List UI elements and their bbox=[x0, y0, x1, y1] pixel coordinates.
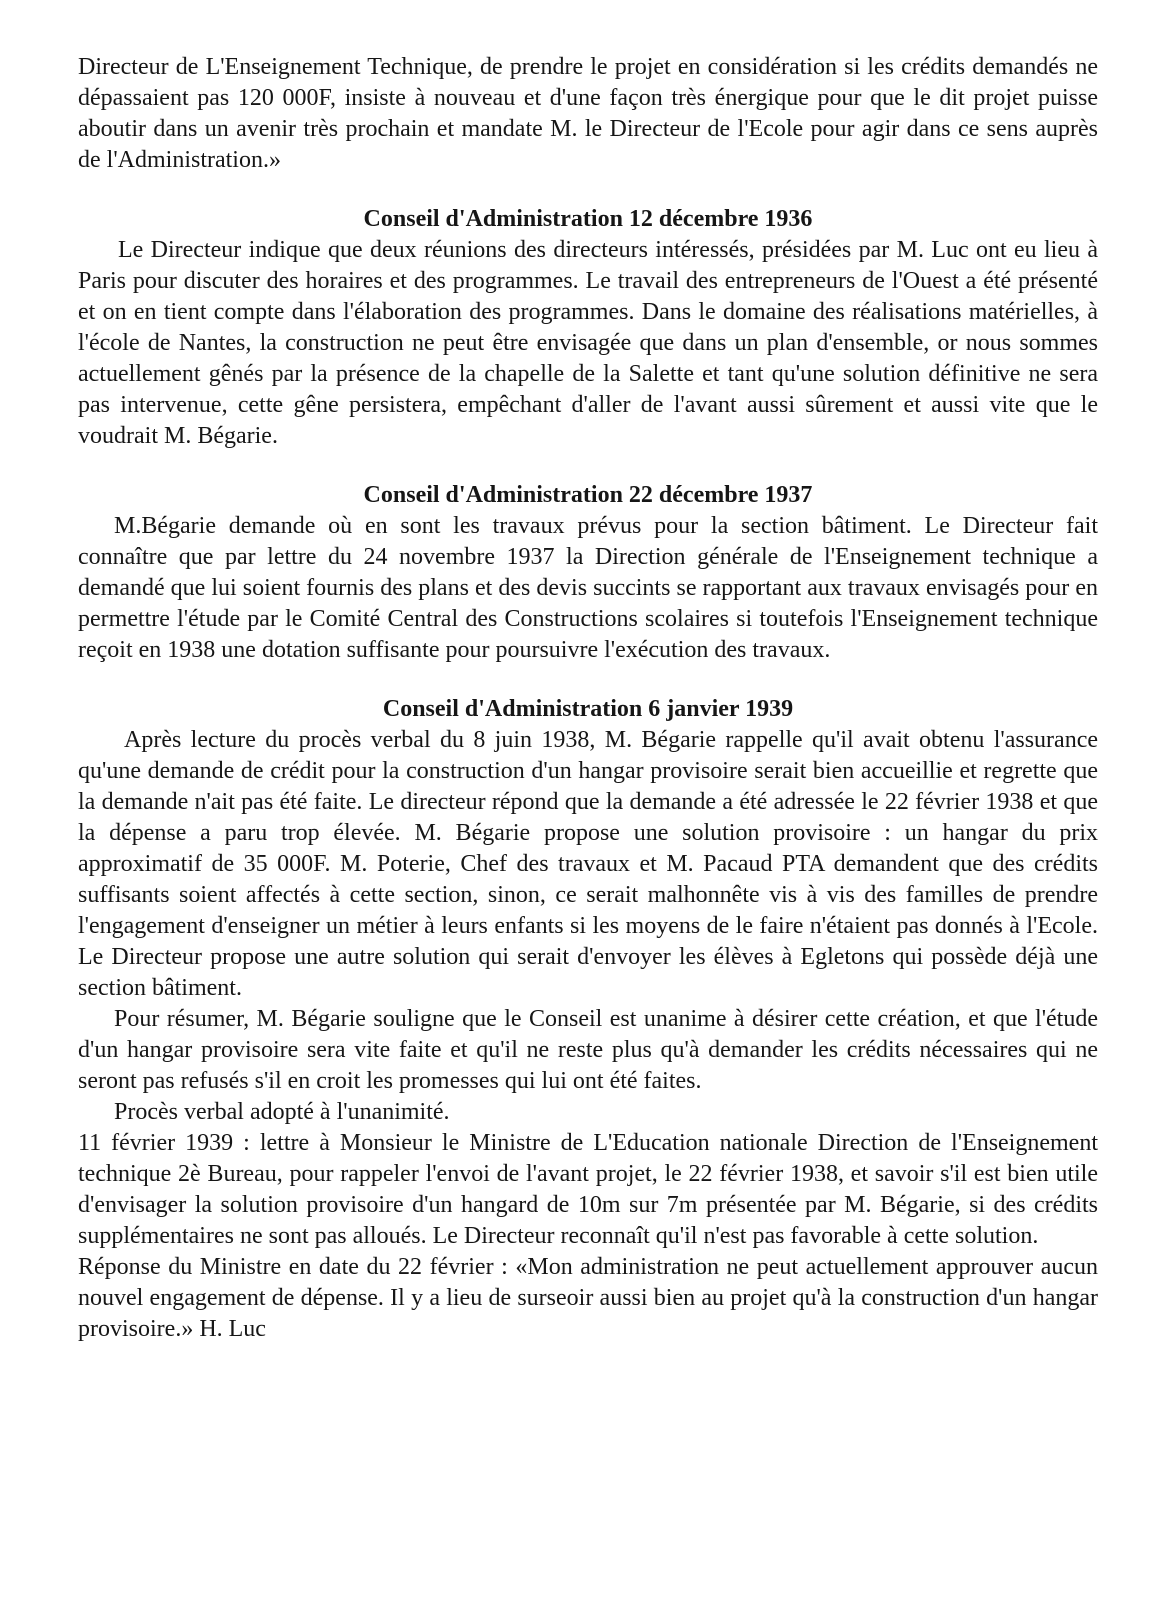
paragraph: M.Bégarie demande où en sont les travaux prévus pour la section bâtiment. Le Directeur fait connaître que par lettre du 24 novembre 1937 la Direction générale de l'Enseignement technique a demandé que lui soient fournis des plans et des devis succints se rapportant aux travaux envisagés pour en permettre l'étude par le Comité Central des Constructions scolaires si toutefois l'Enseignement technique reçoit en 1938 une dotation suffisante pour poursuivre l'exécution des travaux. bbox=[78, 513, 1098, 663]
paragraph: Réponse du Ministre en date du 22 février : «Mon administration ne peut actuellement approuver aucun nouvel engagement de dépense. Il y a lieu de surseoir aussi bien au projet qu'à la construction d'un hangar provisoire.» H. Luc bbox=[78, 1254, 1098, 1342]
section-heading: Conseil d'Administration 22 décembre 1937 bbox=[363, 482, 813, 508]
paragraph: Après lecture du procès verbal du 8 juin 1938, M. Bégarie rappelle qu'il avait obtenu l'assurance qu'une demande de crédit pour la construction d'un hangar provisoire serait bien accueillie et regrette que la demande n'ait pas été faite. Le directeur répond que la demande a été adressée le 22 février 1938 et que la dépense a paru trop élevée. M. Bégarie propose une solution provisoire : un hangar du prix approximatif de 35 000F. M. Poterie, Chef des travaux et M. Pacaud PTA demandent que des crédits suffisants soient affectés à cette section, sinon, ce serait malhonnête vis à vis des familles de prendre l'engagement d'enseigner un métier à leurs enfants si les moyens de le faire n'étaient pas donnés à l'Ecole. Le Directeur propose une autre solution qui serait d'envoyer les élèves à Egletons qui possède déjà une section bâtiment. bbox=[78, 727, 1098, 1001]
section-conseil-1936 bbox=[78, 204, 1098, 452]
document-page bbox=[78, 52, 1098, 1345]
paragraph: Le Directeur indique que deux réunions des directeurs intéressés, présidées par M. Luc ont eu lieu à Paris pour discuter des horaires et des programmes. Le travail des entrepreneurs de l'Ouest a été présenté et on en tient compte dans l'élaboration des programmes. Dans le domaine des réalisations matérielles, à l'école de Nantes, la construction ne peut être envisagée que dans un plan d'ensemble, or nous sommes actuellement gênés par la présence de la chapelle de la Salette et tant qu'une solution définitive ne sera pas intervenue, cette gêne persistera, empêchant d'aller de l'avant aussi sûrement et aussi vite que le voudrait M. Bégarie. bbox=[78, 237, 1098, 449]
section-heading: Conseil d'Administration 12 décembre 1936 bbox=[363, 206, 813, 232]
section-heading: Conseil d'Administration 6 janvier 1939 bbox=[382, 696, 794, 722]
paragraph: Procès verbal adopté à l'unanimité. bbox=[114, 1099, 450, 1125]
section-conseil-1937 bbox=[78, 480, 1098, 666]
section-conseil-1939 bbox=[78, 694, 1098, 1345]
intro-paragraph: Directeur de L'Enseignement Technique, de prendre le projet en considération si les crédits demandés ne dépassaient pas 120 000F, insiste à nouveau et d'une façon très énergique pour que le dit projet puisse aboutir dans un avenir très prochain et mandate M. le Directeur de l'Ecole pour agir dans ce sens auprès de l'Administration.» bbox=[78, 54, 1098, 173]
paragraph: Pour résumer, M. Bégarie souligne que le Conseil est unanime à désirer cette création, et que l'étude d'un hangar provisoire sera vite faite et qu'il ne reste plus qu'à demander les crédits nécessaires qui ne seront pas refusés s'il en croit les promesses qui lui ont été faites. bbox=[78, 1006, 1098, 1094]
paragraph: 11 février 1939 : lettre à Monsieur le Ministre de L'Education nationale Direction de l'Enseignement technique 2è Bureau, pour rappeler l'envoi de l'avant projet, le 22 février 1938, et savoir s'il est bien utile d'envisager la solution provisoire d'un hangard de 10m sur 7m présentée par M. Bégarie, si des crédits supplémentaires ne sont pas alloués. Le Directeur reconnaît qu'il n'est pas favorable à cette solution. bbox=[78, 1130, 1098, 1249]
